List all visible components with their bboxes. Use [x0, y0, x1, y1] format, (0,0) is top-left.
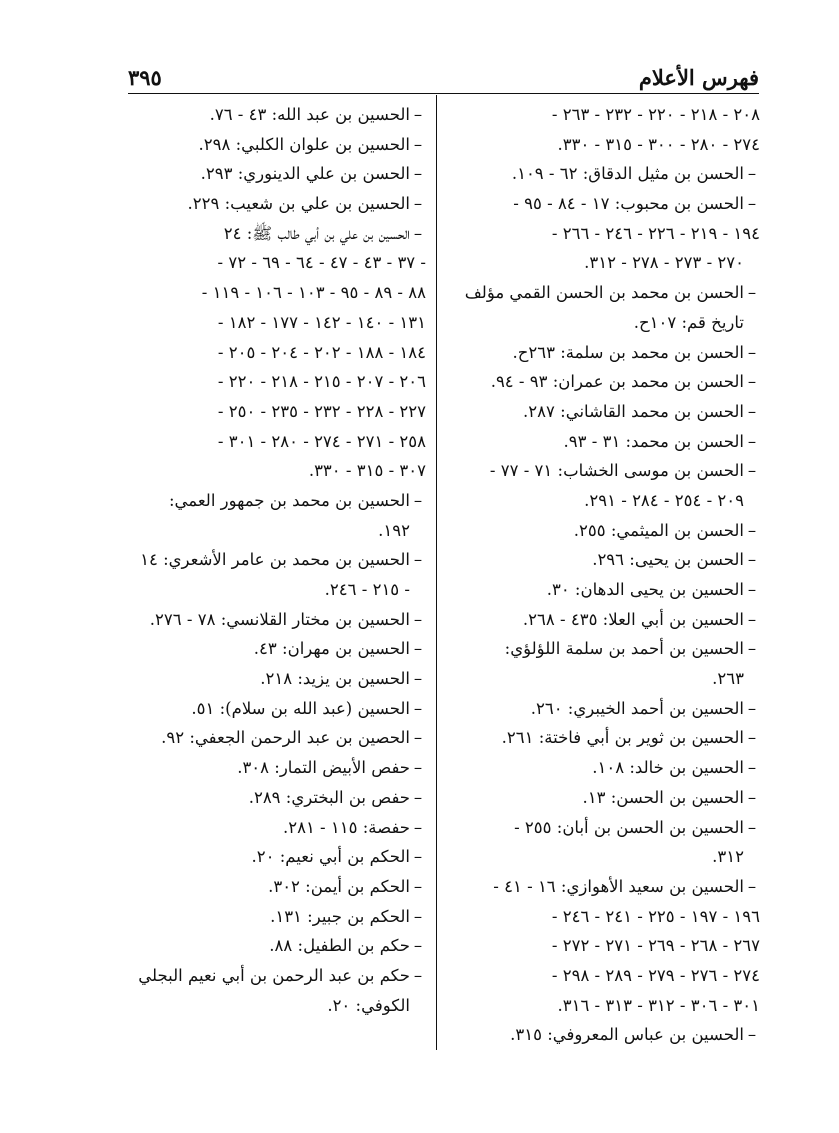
index-entry-continuation: ١٣١ - ١٤٠ - ١٤٢ - ١٧٧ - ١٨٢ - — [217, 312, 426, 332]
header-rule — [128, 93, 759, 94]
page-number: ٣٩٥ — [128, 65, 162, 90]
index-entry: – الحسن بن موسى الخشاب: ٧١ - ٧٧ - — [442, 456, 760, 486]
index-entry: – الحسين بن عباس المعروفي: ٣١٥. — [442, 1020, 760, 1050]
index-entry: – حفص الأبيض التمار: ٣٠٨. — [130, 753, 426, 783]
index-entry: – الحسين بن محمد بن جمهور العمي: — [130, 486, 426, 516]
index-entry: – الحكم بن أبي نعيم: ٢٠. — [130, 842, 426, 872]
index-entry-continuation: ١٨٤ - ١٨٨ - ٢٠٢ - ٢٠٤ - ٢٠٥ - — [217, 342, 426, 362]
index-entry-continuation: ٣٠٧ - ٣١٥ - ٣٣٠. — [308, 461, 426, 481]
column-divider — [436, 95, 437, 1050]
index-entry-continuation: ١٩٢. — [378, 520, 410, 540]
index-entry-continuation: ٢٥٨ - ٢٧١ - ٢٧٤ - ٢٨٠ - ٣٠١ - — [217, 431, 426, 451]
index-entry: – الحكم بن جبير: ١٣١. — [130, 902, 426, 932]
index-entry-continuation: ٨٨ - ٨٩ - ٩٥ - ١٠٣ - ١٠٦ - ١١٩ - — [201, 283, 426, 303]
index-entry-continuation: ٢٦٧ - ٢٦٨ - ٢٦٩ - ٢٧١ - ٢٧٢ - — [551, 936, 760, 956]
index-entry: – الحسين بن يحيى الدهان: ٣٠. — [442, 575, 760, 605]
index-entry: – الحسين بن مهران: ٤٣. — [130, 634, 426, 664]
index-entry: – الحسين (عبد الله بن سلام): ٥١. — [130, 694, 426, 724]
index-entry: – الحسن بن محمد بن سلمة: ٢٦٣ح. — [442, 338, 760, 368]
index-entry: – الحسن بن مثيل الدقاق: ٦٢ - ١٠٩. — [442, 159, 760, 189]
index-entry: – حفص بن البختري: ٢٨٩. — [130, 783, 426, 813]
index-entry-continuation: ٢٧٠ - ٢٧٣ - ٢٧٨ - ٣١٢. — [584, 253, 744, 273]
index-entry: – الحسين بن مختار القلانسي: ٧٨ - ٢٧٦. — [130, 605, 426, 635]
right-column — [442, 100, 760, 1050]
index-entry: – الحسين بن سعيد الأهوازي: ١٦ - ٤١ - — [442, 872, 760, 902]
index-entry: – الحسين بن ثوير بن أبي فاختة: ٢٦١. — [442, 723, 760, 753]
index-entry-continuation: ٣٠١ - ٣٠٦ - ٣١٢ - ٣١٣ - ٣١٦. — [557, 995, 760, 1015]
index-entry-continuation: ٢٧٤ - ٢٨٠ - ٣٠٠ - ٣١٥ - ٣٣٠. — [557, 134, 760, 154]
index-entry-continuation: ٢٠٨ - ٢١٨ - ٢٢٠ - ٢٣٢ - ٢٦٣ - — [551, 105, 760, 124]
index-entry: – الحسن بن محمد بن الحسن القمي مؤلف — [442, 278, 760, 308]
index-entry: – الحسن بن محمد: ٣١ - ٩٣. — [442, 427, 760, 457]
index-entry-continuation: ٢٠٦ - ٢٠٧ - ٢١٥ - ٢١٨ - ٢٢٠ - — [217, 372, 426, 392]
index-entry-continuation: تاريخ قم: ١٠٧ح. — [633, 312, 744, 332]
index-entry: – الحسن بن محمد بن عمران: ٩٣ - ٩٤. — [442, 367, 760, 397]
index-entry: – الحصين بن عبد الرحمن الجعفي: ٩٢. — [130, 723, 426, 753]
index-entry: – الحسن بن يحيى: ٢٩٦. — [442, 545, 760, 575]
index-entry: – الحسين بن علي بن أبي طالب ﷺ: ٢٤ — [130, 219, 426, 249]
index-entry-continuation: ١٩٦ - ١٩٧ - ٢٢٥ - ٢٤١ - ٢٤٦ - — [551, 906, 760, 926]
index-entry-continuation: - ٢١٥ - ٢٤٦. — [324, 580, 410, 599]
index-entry-continuation: ٢٢٧ - ٢٢٨ - ٢٣٢ - ٢٣٥ - ٢٥٠ - — [217, 401, 426, 421]
index-entry: – الحسن بن الميثمي: ٢٥٥. — [442, 516, 760, 546]
index-entry: – الحسين بن يزيد: ٢١٨. — [130, 664, 426, 694]
index-entry-continuation: ٢٧٤ - ٢٧٦ - ٢٧٩ - ٢٨٩ - ٢٩٨ - — [551, 965, 760, 985]
index-entry: – حكم بن عبد الرحمن بن أبي نعيم البجلي — [130, 961, 426, 991]
index-entry: – حكم بن الطفيل: ٨٨. — [130, 931, 426, 961]
index-entry: – الحسين بن أحمد الخيبري: ٢٦٠. — [442, 694, 760, 724]
index-entry: – الحسين بن محمد بن عامر الأشعري: ١٤ — [130, 545, 426, 575]
left-column — [130, 100, 426, 1020]
index-entry: – الحسين بن أبي العلا: ٤٣٥ - ٢٦٨. — [442, 605, 760, 635]
index-entry: – الحسين بن أحمد بن سلمة اللؤلؤي: — [442, 634, 760, 664]
page-header — [128, 56, 759, 90]
index-entry: – الحسين بن عبد الله: ٤٣ - ٧٦. — [130, 100, 426, 130]
index-entry: – الحكم بن أيمن: ٣٠٢. — [130, 872, 426, 902]
index-entry: – الحسين بن الحسن بن أبان: ٢٥٥ - — [442, 813, 760, 843]
index-entry: – الحسن بن محمد القاشاني: ٢٨٧. — [442, 397, 760, 427]
index-entry-continuation: ٢٦٣. — [712, 669, 744, 689]
index-entry: – الحسين بن علوان الكلبي: ٢٩٨. — [130, 130, 426, 160]
index-entry: – الحسين بن خالد: ١٠٨. — [442, 753, 760, 783]
index-entry-continuation: الكوفي: ٢٠. — [327, 995, 410, 1015]
index-entry-continuation: ١٩٤ - ٢١٩ - ٢٢٦ - ٢٤٦ - ٢٦٦ - — [551, 223, 760, 243]
index-entry-continuation: ٢٠٩ - ٢٥٤ - ٢٨٤ - ٢٩١. — [584, 490, 744, 510]
index-entry: – الحسن بن علي الدينوري: ٢٩٣. — [130, 159, 426, 189]
index-entry-continuation: ٣١٢. — [712, 847, 744, 867]
page-title: فهرس الأعلام — [638, 65, 759, 90]
index-entry: – الحسين بن الحسن: ١٣. — [442, 783, 760, 813]
index-entry: – حفصة: ١١٥ - ٢٨١. — [130, 813, 426, 843]
index-entry-continuation: - ٣٧ - ٤٣ - ٤٧ - ٦٤ - ٦٩ - ٧٢ - — [217, 253, 426, 273]
index-entry: – الحسين بن علي بن شعيب: ٢٢٩. — [130, 189, 426, 219]
index-entry: – الحسن بن محبوب: ١٧ - ٨٤ - ٩٥ - — [442, 189, 760, 219]
